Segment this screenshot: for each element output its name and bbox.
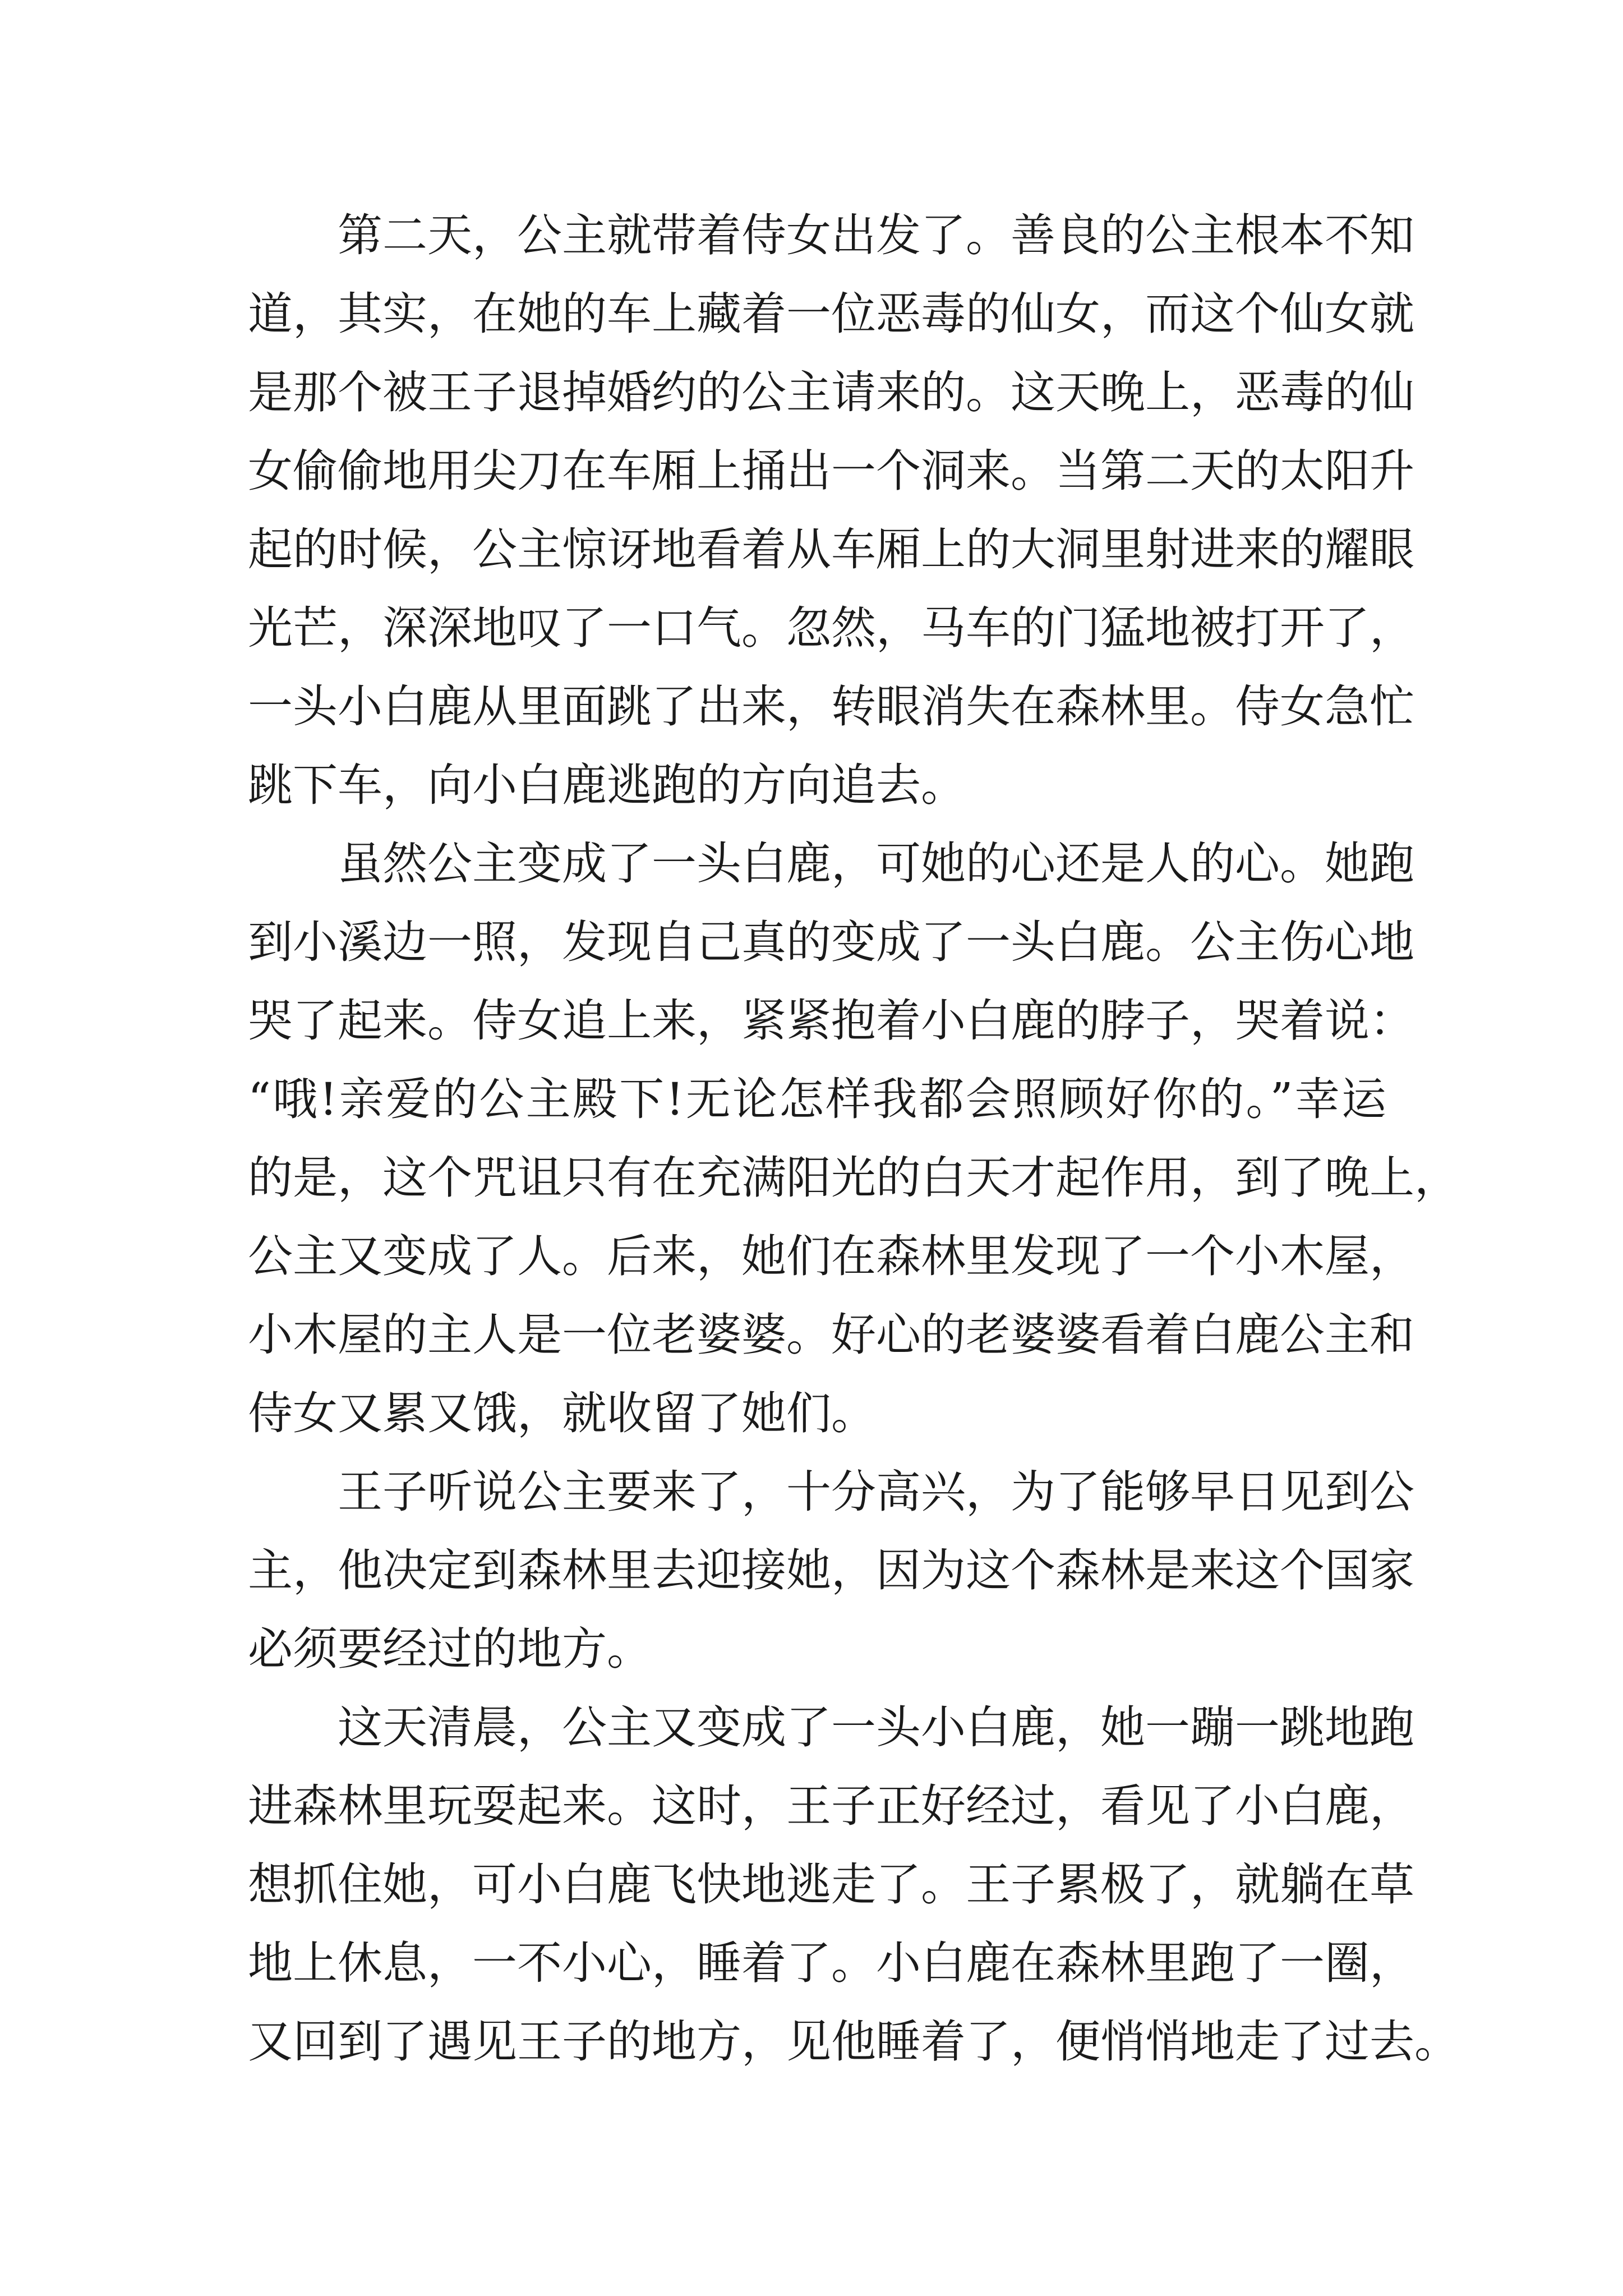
- paragraph-1-line-1: 第二天，公主就带着侍女出发了。善良的公主根本不知: [338, 209, 1414, 261]
- paragraph-4-line-3: 想抓住她，可小白鹿飞快地逃走了。王子累极了，就躺在草: [248, 1858, 1414, 1911]
- paragraph-3-line-3: 必须要经过的地方。: [248, 1623, 652, 1675]
- paragraph-1-line-5: 起的时候，公主惊讶地看着从车厢上的大洞里射进来的耀眼: [248, 523, 1414, 576]
- paragraph-2-line-5: 的是，这个咒诅只有在充满阳光的白天才起作用，到了晚上，: [248, 1152, 1459, 1204]
- paragraph-2-line-7: 小木屋的主人是一位老婆婆。好心的老婆婆看着白鹿公主和: [248, 1309, 1414, 1361]
- paragraph-3-line-2: 主，他决定到森林里去迎接她，因为这个森林是来这个国家: [248, 1544, 1414, 1596]
- paragraph-4-line-1: 这天清晨，公主又变成了一头小白鹿，她一蹦一跳地跑: [338, 1701, 1414, 1754]
- paragraph-4-line-4: 地上休息，一不小心，睡着了。小白鹿在森林里跑了一圈，: [248, 1937, 1414, 1989]
- paragraph-1-line-8: 跳下车，向小白鹿逃跑的方向追去。: [248, 759, 966, 811]
- paragraph-2-line-6: 公主又变成了人。后来，她们在森林里发现了一个小木屋，: [248, 1230, 1414, 1282]
- paragraph-1-line-6: 光芒，深深地叹了一口气。忽然，马车的门猛地被打开了，: [248, 602, 1414, 654]
- paragraph-4-line-5: 又回到了遇见王子的地方，见他睡着了，便悄悄地走了过去。: [248, 2016, 1459, 2068]
- paragraph-1-line-2: 道，其实，在她的车上藏着一位恶毒的仙女，而这个仙女就: [248, 288, 1414, 340]
- paragraph-2-line-8: 侍女又累又饿，就收留了她们。: [248, 1387, 876, 1439]
- paragraph-2-line-2: 到小溪边一照，发现自己真的变成了一头白鹿。公主伤心地: [248, 916, 1414, 968]
- paragraph-4-line-2: 进森林里玩耍起来。这时，王子正好经过，看见了小白鹿，: [248, 1780, 1414, 1832]
- paragraph-3-line-1: 王子听说公主要来了，十分高兴，为了能够早日见到公: [338, 1466, 1414, 1518]
- paragraph-2-line-3: 哭了起来。侍女追上来，紧紧抱着小白鹿的脖子，哭着说：: [248, 995, 1414, 1047]
- paragraph-2-line-1: 虽然公主变成了一头白鹿，可她的心还是人的心。她跑: [338, 838, 1414, 890]
- paragraph-2-line-4: “哦!亲爱的公主殿下!无论怎样我都会照顾好你的。”幸运: [248, 1073, 1386, 1125]
- paragraph-1-line-4: 女偷偷地用尖刀在车厢上捅出一个洞来。当第二天的太阳升: [248, 445, 1414, 497]
- paragraph-1-line-7: 一头小白鹿从里面跳了出来，转眼消失在森林里。侍女急忙: [248, 680, 1414, 733]
- paragraph-1-line-3: 是那个被王子退掉婚约的公主请来的。这天晚上，恶毒的仙: [248, 366, 1414, 418]
